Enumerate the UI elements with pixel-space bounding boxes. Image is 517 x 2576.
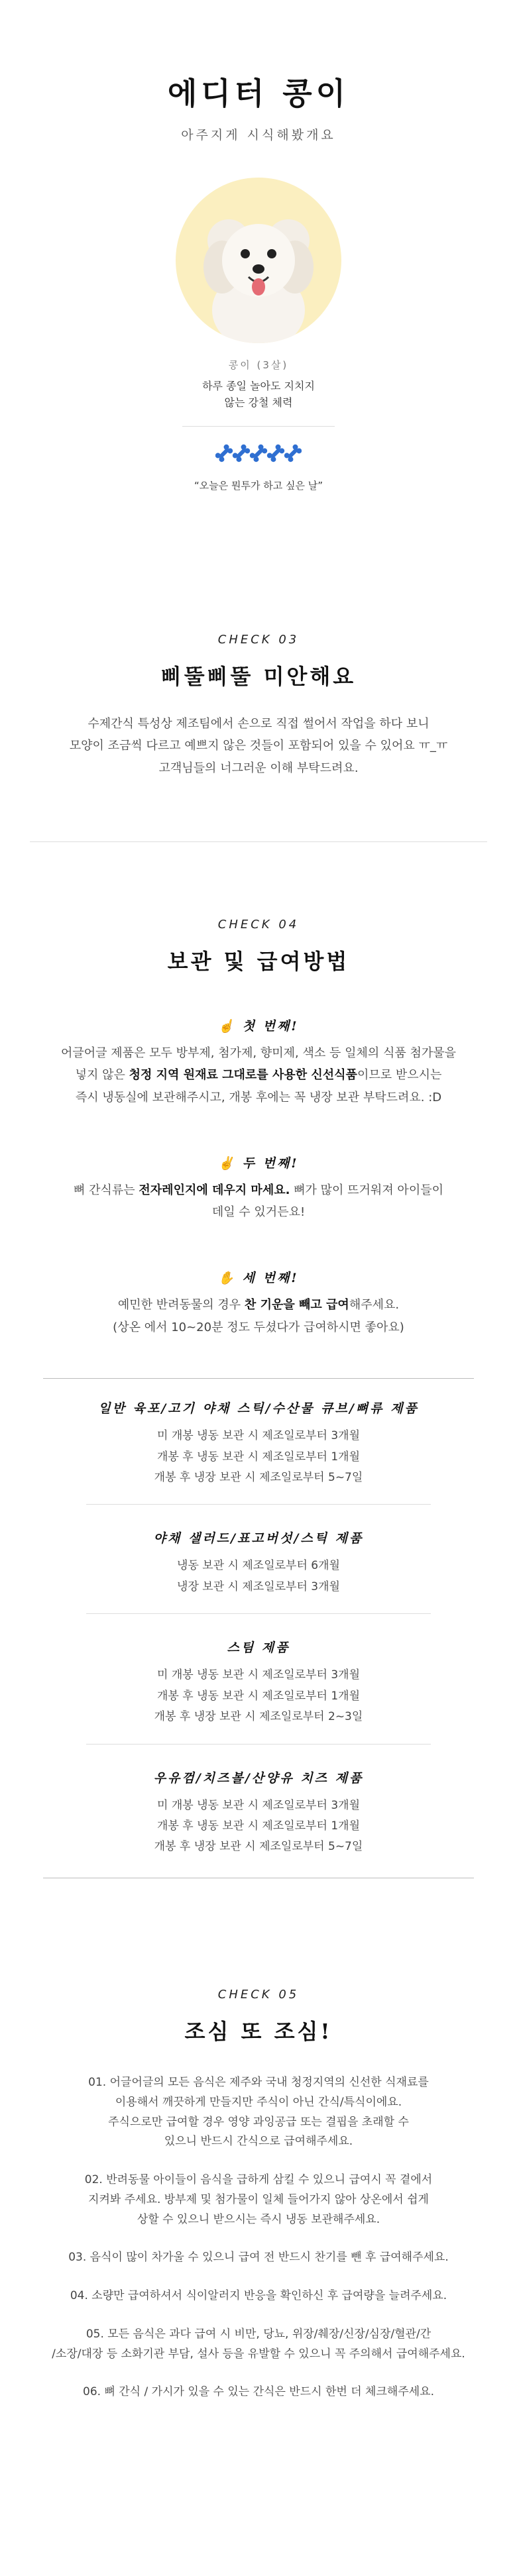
caution-item: 02. 반려동물 아이들이 음식을 급하게 삼킬 수 있으니 급여시 꼭 곁에서 지켜봐 주세요. 방부제 및 첨가물이 일체 들어가지 않아 상온에서 쉽게 상할 수 있으니 받으시는 즉시 냉동 보관해주세요.: [84, 2173, 433, 2226]
check03-label: CHECK 03: [217, 633, 300, 647]
caution-item: 03. 음식이 많이 차가울 수 있으니 급여 전 반드시 찬기를 뺀 후 급여해주세요.: [68, 2251, 449, 2265]
storage-block: [0, 1399, 517, 1488]
check04-label: CHECK 04: [217, 918, 300, 932]
check03-text: [0, 713, 517, 779]
section-divider: [0, 841, 517, 842]
page-subtitle: 아주지게 시식해봤개요: [181, 128, 336, 142]
caution-item: 01. 어글어글의 모든 음식은 제주와 국내 청정지역의 신선한 식재료를 이용해서 깨끗하게 만들지만 주식이 아닌 간식/특식이에요. 주식으로만 급여할 경우 영양 과잉공급 또는 결핍을 초래할 수 있으니 반드시 간식으로 급여해주세요.: [88, 2076, 429, 2149]
storage-title: 스팀 제품: [227, 1640, 290, 1656]
caution-item: 05. 모든 음식은 과다 급여 시 비만, 당뇨, 위장/췌장/신장/심장/혈관/간 /소장/대장 등 소화기관 부담, 설사 등을 유발할 수 있으니 꼭 주의해서 급여해주세요.: [52, 2327, 465, 2361]
check03-line: 고객님들의 너그러운 이해 부탁드려요.: [158, 761, 359, 775]
profile-divider: [182, 426, 335, 427]
dog-name: 콩이 (3살): [228, 359, 289, 371]
second-tip-text: 뼈 간식류는 전자레인지에 데우지 마세요. 뼈가 많이 뜨거워져 아이들이 데일 수 있거든요!: [74, 1183, 443, 1220]
dog-illustration: [176, 178, 341, 343]
second-tip: [0, 1154, 517, 1224]
storage-lines: 미 개봉 냉동 보관 시 제조일로부터 3개월 개봉 후 냉동 보관 시 제조일로부터 1개월 개봉 후 냉장 보관 시 제조일로부터 2~3일: [154, 1668, 363, 1724]
first-tip-heading: ☝ 첫 번째!: [218, 1019, 299, 1034]
storage-title: 야채 샐러드/표고버섯/스틱 제품: [153, 1531, 364, 1546]
first-tip-text: 어글어글 제품은 모두 방부제, 첨가제, 향미제, 색소 등 일체의 식품 첨가물을 넣지 않은 청정 지역 원재료 그대로를 사용한 신선식품이므로 받으시는 즉시 냉동실에 보관해주시고, 개봉 후에는 꼭 냉장 보관 부탁드려요. :D: [60, 1046, 457, 1104]
storage-divider: [86, 1613, 431, 1614]
check04-section: [0, 918, 517, 1878]
check05-section: [0, 1988, 517, 2402]
check03-section: [0, 633, 517, 779]
storage-divider-top: [43, 1378, 474, 1379]
check05-title: 조심 또 조심!: [184, 2019, 333, 2044]
storage-block: [0, 1529, 517, 1597]
caution-item: 06. 뼈 간식 / 가시가 있을 수 있는 간식은 반드시 한번 더 체크해주세요.: [83, 2385, 434, 2399]
second-tip-heading: ✌ 두 번째!: [218, 1155, 299, 1171]
first-tip: [0, 1016, 517, 1108]
check04-title: 보관 및 급여방법: [167, 949, 350, 974]
dog-description-line: 하루 종일 놀아도 지치지: [202, 380, 315, 392]
dog-photo: [176, 178, 341, 343]
third-tip: [0, 1268, 517, 1338]
storage-block: [0, 1768, 517, 1858]
hand-icon: ✋: [218, 1271, 243, 1286]
dog-description: [0, 378, 517, 411]
bone-rating: [0, 440, 517, 469]
dog-description-line: 않는 강철 체력: [224, 396, 293, 409]
hand-icon: ☝: [218, 1019, 243, 1034]
profile-section: [0, 178, 517, 494]
storage-block: [0, 1638, 517, 1727]
storage-divider: [86, 1504, 431, 1505]
third-tip-heading: ✋ 세 번째!: [218, 1271, 299, 1286]
page-title: 에디터 콩이: [167, 76, 350, 111]
caution-item: 04. 소량만 급여하셔서 식이알러지 반응을 확인하신 후 급여량을 늘려주세요.: [70, 2289, 447, 2302]
caution-list: [0, 2073, 517, 2402]
storage-lines: 미 개봉 냉동 보관 시 제조일로부터 3개월 개봉 후 냉동 보관 시 제조일로부터 1개월 개봉 후 냉장 보관 시 제조일로부터 5~7일: [154, 1798, 363, 1854]
storage-lines: 냉동 보관 시 제조일로부터 6개월 냉장 보관 시 제조일로부터 3개월: [177, 1559, 340, 1593]
storage-title: 우유껌/치즈볼/산양유 치즈 제품: [153, 1770, 364, 1786]
dog-quote: “오늘은 뭔투가 하고 싶은 날”: [194, 479, 323, 492]
storage-title: 일반 육포/고기 야채 스틱/수산물 큐브/뼈류 제품: [98, 1401, 419, 1417]
bone-rating-icons: [215, 440, 302, 466]
third-tip-text: 예민한 반려동물의 경우 찬 기운을 빼고 급여해주세요. (상온 에서 10~20분 정도 두셨다가 급여하시면 좋아요): [113, 1298, 404, 1334]
storage-lines: 미 개봉 냉동 보관 시 제조일로부터 3개월 개봉 후 냉동 보관 시 제조일로부터 1개월 개봉 후 냉장 보관 시 제조일로부터 5~7일: [154, 1429, 363, 1484]
hand-icon: ✌: [218, 1155, 243, 1171]
check03-title: 삐뚤삐뚤 미안해요: [160, 664, 357, 689]
check05-label: CHECK 05: [217, 1988, 300, 2002]
check03-line: 모양이 조금씩 다르고 예쁘지 않은 것들이 포함되어 있을 수 있어요 ㅠ_ㅠ: [69, 739, 448, 753]
header: [0, 70, 517, 143]
check03-line: 수제간식 특성상 제조팀에서 손으로 직접 썰어서 작업을 하다 보니: [87, 717, 430, 731]
